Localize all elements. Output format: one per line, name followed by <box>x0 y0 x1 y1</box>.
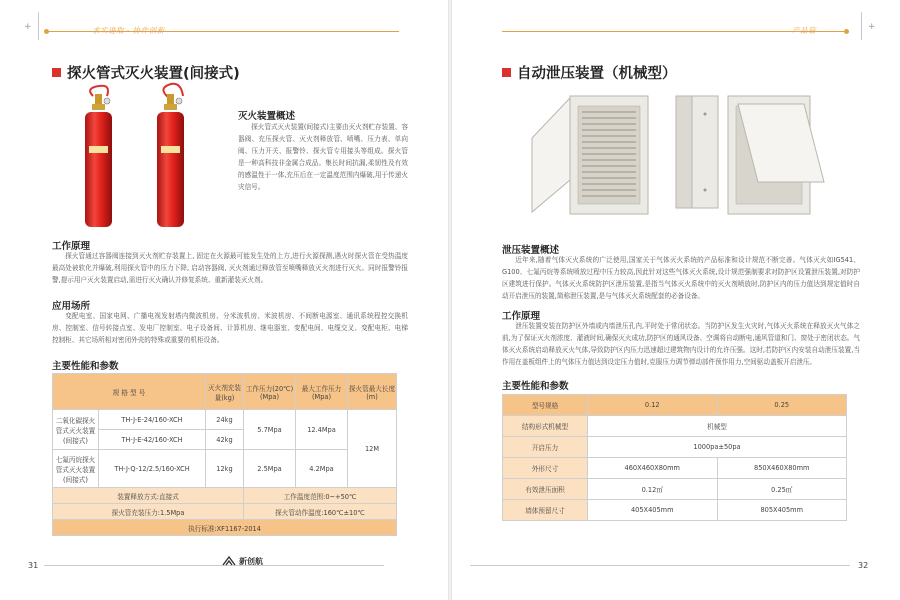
row-value-cell: 405X405mm <box>588 500 718 521</box>
standard-cell: 执行标准:XF1167-2014 <box>53 520 397 536</box>
row-label-cell: 开启压力 <box>503 437 588 458</box>
page-number: 31 <box>28 561 39 570</box>
device-middle <box>676 96 718 208</box>
header-divider <box>861 12 862 40</box>
header-label: 产品篇 <box>792 26 816 35</box>
title-square-icon <box>502 68 511 77</box>
group-name-cell: 二氧化碳探火管式灭火装置(间接式) <box>53 410 99 450</box>
max-length-cell: 12M <box>348 410 397 488</box>
table-row <box>53 410 397 430</box>
table-row <box>503 500 847 521</box>
overview-text: 探火管式灭火装置(间接式)主要由灭火剂贮存装置、容器阀、充压探火管、灭火剂释放管、喷嘴、压力表、单向阀、压力开关、报警铃、探火管专用接头等组成。探火管是一种高科技非金属合成品。集长时间抗漏,柔韧性及有效的感温性于一体,充压后在一定温度范围内爆破,用于传递火灾信号。 <box>238 123 408 191</box>
cylinder-right <box>157 84 184 227</box>
release-mode-cell: 装置释放方式:直接式 <box>53 488 244 504</box>
specs-heading: 主要性能和参数 <box>52 361 119 372</box>
specs-table <box>502 394 847 521</box>
model-cell: TH-J-E-42/160-XCH <box>99 430 206 450</box>
footer-rule <box>44 565 384 566</box>
extinguisher-image <box>75 82 215 232</box>
device-right <box>728 96 824 214</box>
relief-device-image <box>528 90 828 220</box>
application-heading: 应用场所 <box>52 301 91 312</box>
table-row <box>53 450 397 488</box>
row-label-cell: 有效泄压面积 <box>503 479 588 500</box>
principle-heading: 工作原理 <box>502 311 541 322</box>
work-temp-cell: 工作温度范围:0~+50℃ <box>244 488 397 504</box>
table-row <box>503 416 847 437</box>
max-pressure-cell: 4.2Mpa <box>296 450 348 488</box>
row-value-cell: 机械型 <box>588 416 847 437</box>
table-row <box>503 479 847 500</box>
table-row <box>503 458 847 479</box>
table-header-cell: 探火管最大长度(m) <box>348 374 397 410</box>
table-header-cell: 工作压力(20℃)(Mpa) <box>244 374 296 410</box>
cylinder-left <box>85 86 112 227</box>
table-header-row <box>503 395 847 416</box>
principle-text: 泄压装置安装在防护区外墙或内墙泄压孔内,平时处于常闭状态。当防护区发生火灾时,气体灭火系统在释放灭火气体之前,为了保证灭火剂浓度、灌液时间,确保灭火成功,防护区的通风设备、空调将自动断电,通风管道和门、窗处于密闭状态。气体灭火系统启动释放灭火气体,导致防护区内压力迅速超过建筑物内设计的允许压强。这时,若防护区内安装自动泄压装置,当作用在盖板组件上的气体压力值达到设定压力值时,克服压力调节弹动部件预作用力,空间驱动盖板开启泄压。 <box>502 322 860 366</box>
pressure-cell: 2.5Mpa <box>244 450 296 488</box>
table-header-cell: 0.25 <box>717 395 847 416</box>
header-dot <box>44 29 49 34</box>
footer-rule <box>470 565 850 566</box>
crop-mark-icon: + <box>24 22 32 32</box>
charge-cell: 42kg <box>206 430 244 450</box>
specs-table <box>52 373 397 536</box>
row-label-cell: 墙体预留尺寸 <box>503 500 588 521</box>
charge-cell: 24kg <box>206 410 244 430</box>
row-label-cell: 外形尺寸 <box>503 458 588 479</box>
table-header-cell: 型号规格 <box>503 395 588 416</box>
row-label-cell: 结构形式机械型 <box>503 416 588 437</box>
row-value-cell: 0.25㎡ <box>717 479 847 500</box>
max-pressure-cell: 12.4Mpa <box>296 410 348 450</box>
crop-mark-icon: + <box>868 22 876 32</box>
device-left <box>532 96 648 214</box>
overview-heading: 灭火装置概述 <box>238 111 296 122</box>
header-dot <box>844 29 849 34</box>
row-value-cell: 1000pa±50pa <box>588 437 847 458</box>
right-page <box>450 0 900 600</box>
principle-text: 探火管通过容器阀连接到灭火剂贮存装置上, 固定在火源最可能发生处的上方,进行火源探测,遇火时探火管在受热温度最高处被软化并爆破,利用探火管中的压力下降, 启动容器阀, 灭火剂通过释放管至喷嘴释放灭火剂进行灭火。同时报警铃报警,提示用户灭火装置启动,需进行灭火确认并修复系统、重新灌装灭火剂。 <box>52 252 408 284</box>
overview-text: 近年来,随着气体灭火系统的广泛使用,国家关于气体灭火系统的产品标准和设计规范不断完善。气体灭火如IG541、G100、七氟丙烷等系统喷放过程中压力较高,因此针对这些气体灭火系统,设计规范强制要求对防护区设置泄压装置,对防护区建筑进行保护。气体灭火系统防护区泄压装置,是指当气体灭火系统中的灭火剂喷放时,防护区内的压力值达到规定值时自动开启泄压的装置,简称泄压装置,是与气体灭火系统配套的必备设备。 <box>502 256 860 300</box>
tube-pressure-cell: 探火管充装压力:1.5Mpa <box>53 504 244 520</box>
page-number: 32 <box>858 561 869 570</box>
model-cell: TH-J-Q-12/2.5/160-XCH <box>99 450 206 488</box>
table-header-cell: 最大工作压力(Mpa) <box>296 374 348 410</box>
principle-heading: 工作原理 <box>52 241 91 252</box>
header-label: 求实进取 · 协作创新 <box>92 26 165 35</box>
table-row <box>503 437 847 458</box>
application-text: 变配电室、国家电网、广播电视发射塔内微波机房、分米波机房、米波机房、不间断电源室、通讯系统程控交换机房、控制室、信号转接点室、发电厂控制室、电子设备间、计算机房、继电器室、变配电间、电缆交叉、变配电柜、电梯控制柜、其它场所相对密闭外壳的特殊或重要的机柜设备。 <box>52 312 408 344</box>
row-value-cell: 460X460X80mm <box>588 458 718 479</box>
group-name-cell: 七氟丙烷探火管式灭火装置(间接式) <box>53 450 99 488</box>
overview-heading: 泄压装置概述 <box>502 245 560 256</box>
tube-temp-cell: 探火管动作温度:160℃±10℃ <box>244 504 397 520</box>
logo-icon <box>222 555 236 567</box>
model-cell: TH-J-E-24/160-XCH <box>99 410 206 430</box>
page-title-text: 探火管式灭火装置(间接式) <box>67 66 240 82</box>
charge-cell: 12kg <box>206 450 244 488</box>
footer-logo <box>222 555 263 567</box>
page-title <box>52 62 240 83</box>
title-square-icon <box>52 68 61 77</box>
row-value-cell: 805X405mm <box>717 500 847 521</box>
header-divider <box>38 12 39 40</box>
table-header-row <box>53 374 397 410</box>
row-value-cell: 0.12㎡ <box>588 479 718 500</box>
pressure-cell: 5.7Mpa <box>244 410 296 450</box>
page-title <box>502 62 677 83</box>
page-title-text: 自动泄压装置（机械型） <box>517 66 677 82</box>
table-header-cell: 规 格 型 号 <box>53 374 206 410</box>
table-header-cell: 灭火剂充装量(kg) <box>206 374 244 410</box>
table-row <box>53 520 397 536</box>
table-header-cell: 0.12 <box>588 395 718 416</box>
row-value-cell: 850X460X80mm <box>717 458 847 479</box>
specs-heading: 主要性能和参数 <box>502 381 569 392</box>
table-row <box>53 504 397 520</box>
logo-text: 新创航 <box>239 556 263 566</box>
table-row <box>53 488 397 504</box>
book-spine <box>448 0 452 600</box>
